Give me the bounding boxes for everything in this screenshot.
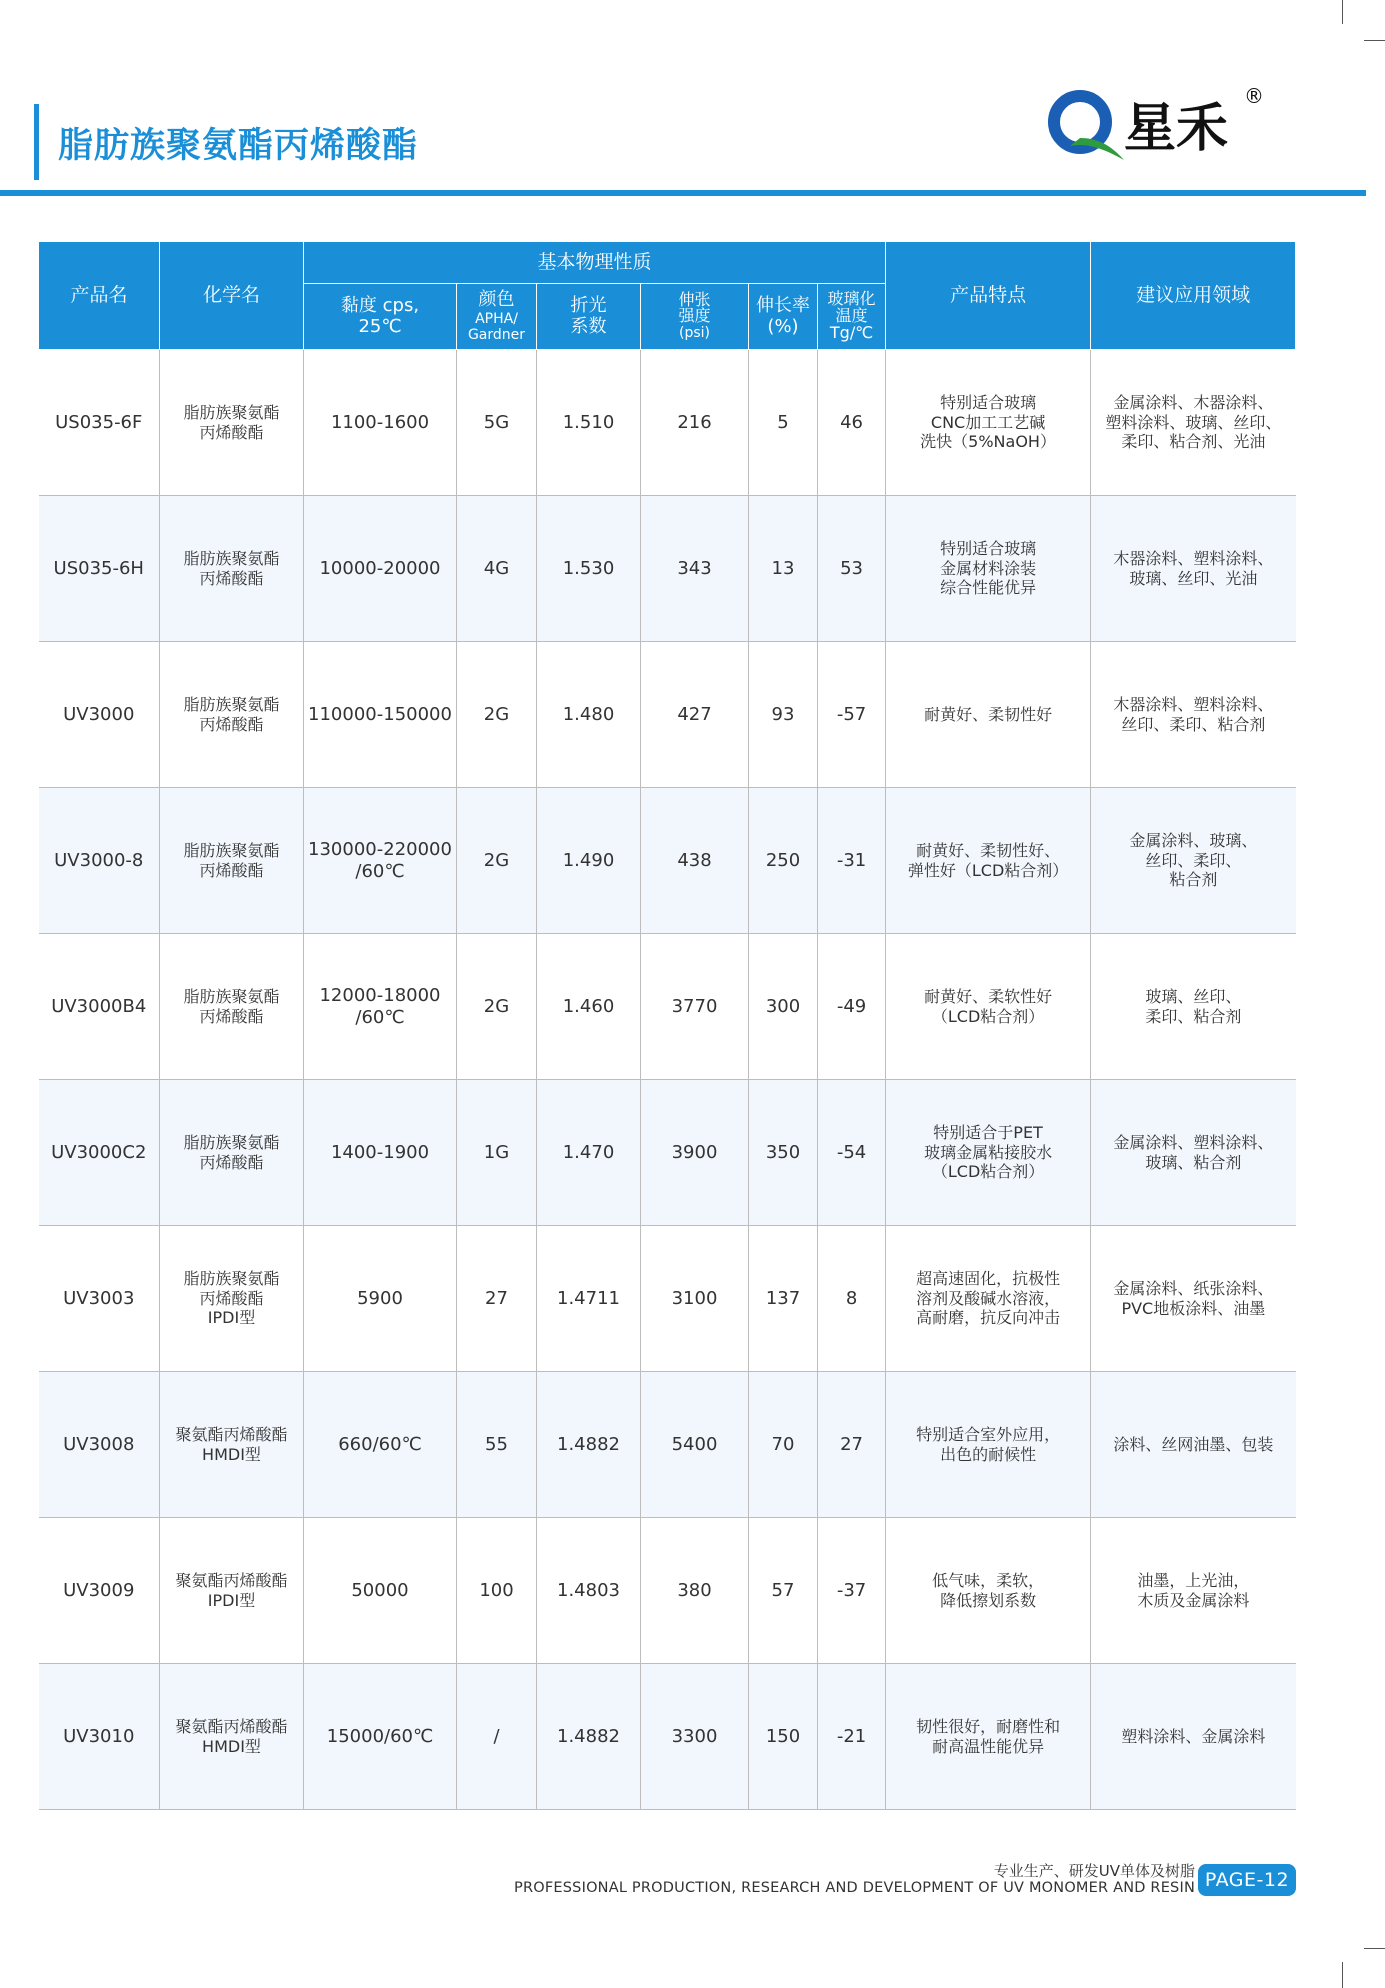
cell-chemical-name: 脂肪族聚氨酯 丙烯酸酯 — [160, 1080, 304, 1226]
title-accent-bar — [34, 104, 39, 180]
cell-color: 27 — [457, 1226, 537, 1372]
cell-product-name: UV3010 — [39, 1664, 160, 1810]
cell-refractive-index: 1.460 — [537, 934, 641, 1080]
header-tg-line2: 温度 — [835, 306, 868, 326]
crop-mark — [1364, 1948, 1385, 1949]
header-tg-line1: 玻璃化 — [827, 289, 876, 309]
cell-color: 2G — [457, 934, 537, 1080]
header-refractive-index — [537, 284, 641, 350]
cell-chemical-name: 脂肪族聚氨酯 丙烯酸酯 — [160, 934, 304, 1080]
cell-refractive-index: 1.510 — [537, 350, 641, 496]
cell-features: 耐黄好、柔韧性好、 弹性好（LCD粘合剂） — [886, 788, 1091, 934]
cell-elongation: 57 — [749, 1518, 818, 1664]
cell-viscosity: 10000-20000 — [304, 496, 457, 642]
cell-chemical-name: 脂肪族聚氨酯 丙烯酸酯 — [160, 788, 304, 934]
cell-applications: 木器涂料、塑料涂料、 丝印、柔印、粘合剂 — [1091, 642, 1296, 788]
cell-product-name: UV3000C2 — [39, 1080, 160, 1226]
cell-features: 低气味，柔软， 降低擦划系数 — [886, 1518, 1091, 1664]
cell-applications: 塑料涂料、金属涂料 — [1091, 1664, 1296, 1810]
cell-elongation: 93 — [749, 642, 818, 788]
cell-tensile-strength: 3300 — [641, 1664, 749, 1810]
table-row — [39, 642, 1296, 788]
cell-applications: 金属涂料、纸张涂料、 PVC地板涂料、油墨 — [1091, 1226, 1296, 1372]
cell-glass-transition: -57 — [818, 642, 886, 788]
header-glass-transition — [818, 284, 886, 350]
crop-mark — [1342, 0, 1343, 24]
cell-viscosity: 130000-220000 /60℃ — [304, 788, 457, 934]
table-row — [39, 1372, 1296, 1518]
product-spec-table — [38, 241, 1296, 1810]
cell-refractive-index: 1.470 — [537, 1080, 641, 1226]
cell-features: 特别适合于PET 玻璃金属粘接胶水 （LCD粘合剂） — [886, 1080, 1091, 1226]
cell-features: 特别适合玻璃 CNC加工工艺碱 洗快（5%NaOH） — [886, 350, 1091, 496]
header-viscosity — [304, 284, 457, 350]
header-tensile-line2: 强度 — [678, 306, 711, 326]
header-physical-properties: 基本物理性质 — [304, 242, 886, 284]
cell-viscosity: 15000/60℃ — [304, 1664, 457, 1810]
table-row — [39, 350, 1296, 496]
cell-refractive-index: 1.490 — [537, 788, 641, 934]
header-elongation — [749, 284, 818, 350]
cell-glass-transition: 53 — [818, 496, 886, 642]
cell-tensile-strength: 427 — [641, 642, 749, 788]
cell-color: 2G — [457, 642, 537, 788]
cell-viscosity: 110000-150000 — [304, 642, 457, 788]
cell-refractive-index: 1.4882 — [537, 1664, 641, 1810]
header-tensile-line1: 伸张 — [678, 289, 711, 309]
cell-applications: 金属涂料、塑料涂料、 玻璃、粘合剂 — [1091, 1080, 1296, 1226]
cell-tensile-strength: 438 — [641, 788, 749, 934]
cell-elongation: 250 — [749, 788, 818, 934]
cell-glass-transition: -37 — [818, 1518, 886, 1664]
cell-tensile-strength: 3770 — [641, 934, 749, 1080]
registered-mark: ® — [1244, 84, 1264, 108]
header-elongation-line1: 伸长率 — [756, 294, 810, 316]
header-refractive-line2: 系数 — [570, 315, 607, 337]
header-viscosity-line2: 25℃ — [358, 315, 402, 337]
cell-viscosity: 5900 — [304, 1226, 457, 1372]
cell-color: 55 — [457, 1372, 537, 1518]
cell-glass-transition: -21 — [818, 1664, 886, 1810]
cell-tensile-strength: 3900 — [641, 1080, 749, 1226]
cell-applications: 金属涂料、玻璃、 丝印、柔印、 粘合剂 — [1091, 788, 1296, 934]
cell-viscosity: 660/60℃ — [304, 1372, 457, 1518]
cell-chemical-name: 聚氨酯丙烯酸酯 IPDI型 — [160, 1518, 304, 1664]
cell-applications: 木器涂料、塑料涂料、 玻璃、丝印、光油 — [1091, 496, 1296, 642]
header-viscosity-line1: 黏度 cps, — [340, 294, 420, 316]
cell-features: 超高速固化，抗极性 溶剂及酸碱水溶液， 高耐磨，抗反向冲击 — [886, 1226, 1091, 1372]
cell-viscosity: 12000-18000 /60℃ — [304, 934, 457, 1080]
header-features: 产品特点 — [886, 242, 1091, 350]
cell-chemical-name: 脂肪族聚氨酯 丙烯酸酯 — [160, 350, 304, 496]
cell-elongation: 13 — [749, 496, 818, 642]
q-logo-icon — [1040, 84, 1130, 164]
cell-product-name: US035-6F — [39, 350, 160, 496]
header-color-line2: APHA/ — [475, 310, 518, 327]
footer-tagline-en: PROFESSIONAL PRODUCTION, RESEARCH AND DEVELOPMENT OF UV MONOMER AND RESIN — [514, 1880, 1195, 1896]
cell-chemical-name: 脂肪族聚氨酯 丙烯酸酯 — [160, 642, 304, 788]
cell-glass-transition: -31 — [818, 788, 886, 934]
table-row — [39, 1226, 1296, 1372]
page-number-badge: PAGE-12 — [1198, 1864, 1296, 1896]
cell-refractive-index: 1.4882 — [537, 1372, 641, 1518]
cell-glass-transition: -54 — [818, 1080, 886, 1226]
cell-color: 1G — [457, 1080, 537, 1226]
header-chemical-name: 化学名 — [160, 242, 304, 350]
table-row — [39, 1080, 1296, 1226]
cell-glass-transition: 46 — [818, 350, 886, 496]
header-color-line3: Gardner — [467, 326, 526, 343]
cell-applications: 金属涂料、木器涂料、 塑料涂料、玻璃、丝印、 柔印、粘合剂、光油 — [1091, 350, 1296, 496]
cell-chemical-name: 聚氨酯丙烯酸酯 HMDI型 — [160, 1664, 304, 1810]
cell-product-name: US035-6H — [39, 496, 160, 642]
cell-viscosity: 1100-1600 — [304, 350, 457, 496]
logo-text: 星禾 — [1124, 98, 1229, 159]
cell-features: 特别适合玻璃 金属材料涂装 综合性能优异 — [886, 496, 1091, 642]
cell-applications: 涂料、丝网油墨、包装 — [1091, 1372, 1296, 1518]
cell-applications: 油墨，上光油， 木质及金属涂料 — [1091, 1518, 1296, 1664]
footer-tagline-cn: 专业生产、研发UV单体及树脂 — [993, 1862, 1195, 1880]
table-row — [39, 934, 1296, 1080]
cell-product-name: UV3000-8 — [39, 788, 160, 934]
cell-chemical-name: 脂肪族聚氨酯 丙烯酸酯 IPDI型 — [160, 1226, 304, 1372]
cell-product-name: UV3000B4 — [39, 934, 160, 1080]
header-row — [39, 242, 1296, 284]
cell-chemical-name: 聚氨酯丙烯酸酯 HMDI型 — [160, 1372, 304, 1518]
cell-viscosity: 1400-1900 — [304, 1080, 457, 1226]
header-tensile-strength — [641, 284, 749, 350]
cell-tensile-strength: 343 — [641, 496, 749, 642]
cell-color: 5G — [457, 350, 537, 496]
cell-glass-transition: 8 — [818, 1226, 886, 1372]
crop-mark — [1364, 40, 1385, 41]
table-row — [39, 1664, 1296, 1810]
cell-applications: 玻璃、丝印、 柔印、粘合剂 — [1091, 934, 1296, 1080]
cell-color: / — [457, 1664, 537, 1810]
cell-tensile-strength: 3100 — [641, 1226, 749, 1372]
cell-features: 特别适合室外应用， 出色的耐候性 — [886, 1372, 1091, 1518]
cell-features: 耐黄好、柔韧性好 — [886, 642, 1091, 788]
cell-elongation: 150 — [749, 1664, 818, 1810]
cell-viscosity: 50000 — [304, 1518, 457, 1664]
cell-glass-transition: 27 — [818, 1372, 886, 1518]
page-title: 脂肪族聚氨酯丙烯酸酯 — [58, 126, 419, 166]
cell-elongation: 137 — [749, 1226, 818, 1372]
cell-chemical-name: 脂肪族聚氨酯 丙烯酸酯 — [160, 496, 304, 642]
cell-glass-transition: -49 — [818, 934, 886, 1080]
cell-tensile-strength: 216 — [641, 350, 749, 496]
cell-refractive-index: 1.4803 — [537, 1518, 641, 1664]
cell-elongation: 350 — [749, 1080, 818, 1226]
table-row — [39, 496, 1296, 642]
cell-color: 4G — [457, 496, 537, 642]
header-color — [457, 284, 537, 350]
header-rule — [0, 190, 1366, 196]
cell-color: 2G — [457, 788, 537, 934]
header-applications: 建议应用领域 — [1091, 242, 1296, 350]
header-tensile-line3: (psi) — [679, 325, 710, 342]
header-tg-line3: Tg/℃ — [829, 322, 874, 342]
cell-features: 耐黄好、柔软性好 （LCD粘合剂） — [886, 934, 1091, 1080]
table-row — [39, 788, 1296, 934]
cell-refractive-index: 1.480 — [537, 642, 641, 788]
brand-logo — [1040, 84, 1280, 164]
cell-product-name: UV3003 — [39, 1226, 160, 1372]
cell-tensile-strength: 5400 — [641, 1372, 749, 1518]
header-refractive-line1: 折光 — [570, 294, 607, 316]
crop-mark — [1342, 1962, 1343, 1988]
cell-tensile-strength: 380 — [641, 1518, 749, 1664]
cell-product-name: UV3000 — [39, 642, 160, 788]
cell-color: 100 — [457, 1518, 537, 1664]
cell-product-name: UV3009 — [39, 1518, 160, 1664]
cell-elongation: 5 — [749, 350, 818, 496]
cell-features: 韧性很好，耐磨性和 耐高温性能优异 — [886, 1664, 1091, 1810]
cell-product-name: UV3008 — [39, 1372, 160, 1518]
cell-refractive-index: 1.530 — [537, 496, 641, 642]
header-product-name: 产品名 — [39, 242, 160, 350]
cell-elongation: 70 — [749, 1372, 818, 1518]
cell-refractive-index: 1.4711 — [537, 1226, 641, 1372]
table-row — [39, 1518, 1296, 1664]
header-elongation-line2: (%) — [767, 315, 799, 337]
cell-elongation: 300 — [749, 934, 818, 1080]
header-color-line1: 颜色 — [478, 289, 515, 311]
